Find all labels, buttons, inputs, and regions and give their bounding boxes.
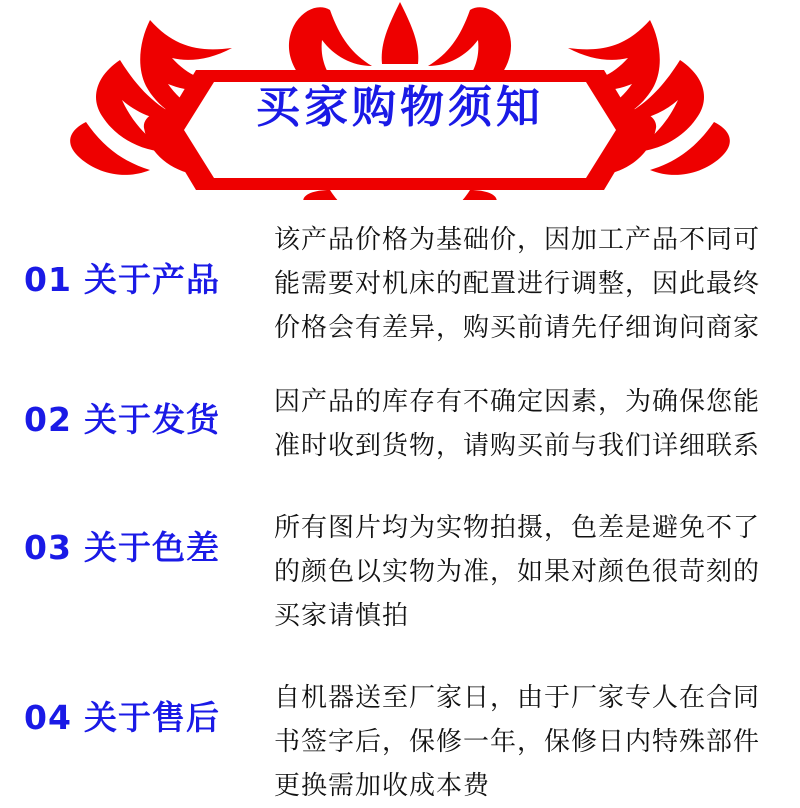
section-heading — [24, 668, 274, 739]
list-item — [0, 498, 800, 638]
section-body: 因产品的库存有不确定因素，为确保您能准时收到货物，请购买前与我们详细联系 — [274, 387, 761, 461]
notice-sections — [0, 200, 800, 808]
section-body: 所有图片均为实物拍摄，色差是避免不了的颜色以实物为准，如果对颜色很苛刻的买家请慎拍 — [274, 513, 761, 631]
section-number: 03 — [24, 528, 72, 567]
section-label: 关于产品 — [83, 260, 220, 299]
section-number: 01 — [24, 260, 72, 299]
list-item — [0, 210, 800, 350]
section-heading — [24, 372, 274, 441]
section-label: 关于发货 — [83, 400, 220, 439]
section-number: 02 — [24, 400, 72, 439]
section-label: 关于售后 — [83, 698, 220, 737]
section-number: 04 — [24, 698, 72, 737]
section-label: 关于色差 — [83, 528, 220, 567]
banner — [0, 0, 800, 200]
list-item — [0, 668, 800, 808]
section-heading — [24, 210, 274, 301]
section-body: 该产品价格为基础价，因加工产品不同可能需要对机床的配置进行调整，因此最终价格会有差异，购买前请先仔细询问商家 — [274, 225, 761, 343]
section-body: 自机器送至厂家日，由于厂家专人在合同书签字后，保修一年，保修日内特殊部件更换需加收成本费 — [274, 683, 761, 801]
list-item — [0, 372, 800, 468]
section-heading — [24, 498, 274, 569]
page-title: 买家购物须知 — [256, 82, 544, 133]
